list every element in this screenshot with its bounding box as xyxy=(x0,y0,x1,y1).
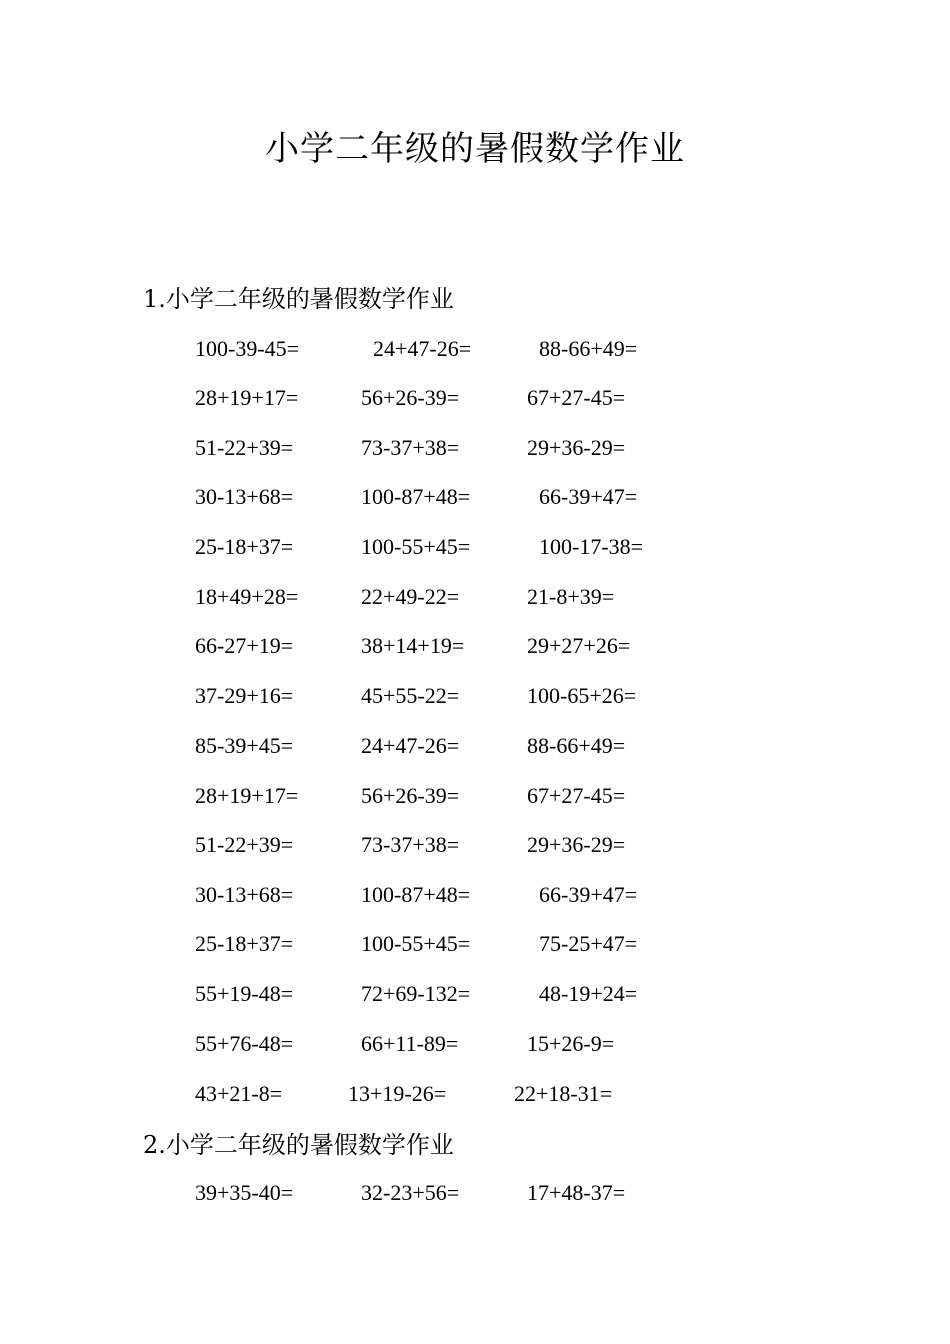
math-problem: 25-18+37= xyxy=(195,931,294,956)
exercise-row xyxy=(0,629,950,663)
math-problem: 67+27-45= xyxy=(527,783,626,808)
math-problem: 22+18-31= xyxy=(514,1081,613,1106)
math-problem: 72+69-132= xyxy=(361,981,471,1006)
math-problem: 100-65+26= xyxy=(527,683,637,708)
exercise-row xyxy=(0,679,950,713)
math-problem: 55+76-48= xyxy=(195,1031,294,1056)
math-problem: 51-22+39= xyxy=(195,435,294,460)
math-problem: 73-37+38= xyxy=(361,832,460,857)
section-heading: 2.小学二年级的暑假数学作业 xyxy=(143,1131,454,1159)
math-problem: 43+21-8= xyxy=(195,1081,283,1106)
math-problem: 56+26-39= xyxy=(361,385,460,410)
exercise-row xyxy=(0,431,950,465)
math-problem: 100-55+45= xyxy=(361,534,471,559)
math-problem: 15+26-9= xyxy=(527,1031,615,1056)
math-problem: 25-18+37= xyxy=(195,534,294,559)
math-problem: 38+14+19= xyxy=(361,633,465,658)
exercise-row xyxy=(0,480,950,514)
math-problem: 48-19+24= xyxy=(539,981,638,1006)
math-problem: 88-66+49= xyxy=(539,336,638,361)
math-problem: 66+11-89= xyxy=(361,1031,459,1056)
math-problem: 56+26-39= xyxy=(361,783,460,808)
math-problem: 28+19+17= xyxy=(195,783,299,808)
math-problem: 55+19-48= xyxy=(195,981,294,1006)
exercise-row xyxy=(0,779,950,813)
math-problem: 37-29+16= xyxy=(195,683,294,708)
math-problem: 30-13+68= xyxy=(195,484,294,509)
math-problem: 13+19-26= xyxy=(348,1081,447,1106)
exercise-row xyxy=(0,580,950,614)
math-problem: 66-39+47= xyxy=(539,882,638,907)
math-problem: 100-87+48= xyxy=(361,882,471,907)
exercise-row xyxy=(0,1027,950,1061)
math-problem: 22+49-22= xyxy=(361,584,460,609)
exercise-row xyxy=(0,927,950,961)
math-problem: 100-87+48= xyxy=(361,484,471,509)
math-problem: 88-66+49= xyxy=(527,733,626,758)
math-problem: 30-13+68= xyxy=(195,882,294,907)
math-problem: 29+27+26= xyxy=(527,633,631,658)
math-problem: 45+55-22= xyxy=(361,683,460,708)
math-problem: 100-55+45= xyxy=(361,931,471,956)
exercise-row xyxy=(0,828,950,862)
math-problem: 100-39-45= xyxy=(195,336,300,361)
math-problem: 28+19+17= xyxy=(195,385,299,410)
math-problem: 39+35-40= xyxy=(195,1180,294,1205)
exercise-row xyxy=(0,332,950,366)
exercise-row xyxy=(0,878,950,912)
math-problem: 85-39+45= xyxy=(195,733,294,758)
exercise-row xyxy=(0,530,950,564)
math-problem: 67+27-45= xyxy=(527,385,626,410)
exercise-row xyxy=(0,381,950,415)
math-problem: 21-8+39= xyxy=(527,584,615,609)
math-problem: 75-25+47= xyxy=(539,931,638,956)
page-title: 小学二年级的暑假数学作业 xyxy=(265,129,685,169)
math-problem: 24+47-26= xyxy=(361,733,460,758)
exercise-row xyxy=(0,1077,950,1111)
math-problem: 51-22+39= xyxy=(195,832,294,857)
section-heading: 1.小学二年级的暑假数学作业 xyxy=(143,285,454,313)
exercise-row xyxy=(0,1176,950,1210)
math-problem: 66-39+47= xyxy=(539,484,638,509)
math-problem: 100-17-38= xyxy=(539,534,644,559)
math-problem: 29+36-29= xyxy=(527,832,626,857)
math-problem: 32-23+56= xyxy=(361,1180,460,1205)
math-problem: 24+47-26= xyxy=(373,336,472,361)
math-problem: 73-37+38= xyxy=(361,435,460,460)
math-problem: 29+36-29= xyxy=(527,435,626,460)
math-problem: 66-27+19= xyxy=(195,633,294,658)
exercise-row xyxy=(0,729,950,763)
exercise-row xyxy=(0,977,950,1011)
math-problem: 17+48-37= xyxy=(527,1180,626,1205)
math-problem: 18+49+28= xyxy=(195,584,299,609)
